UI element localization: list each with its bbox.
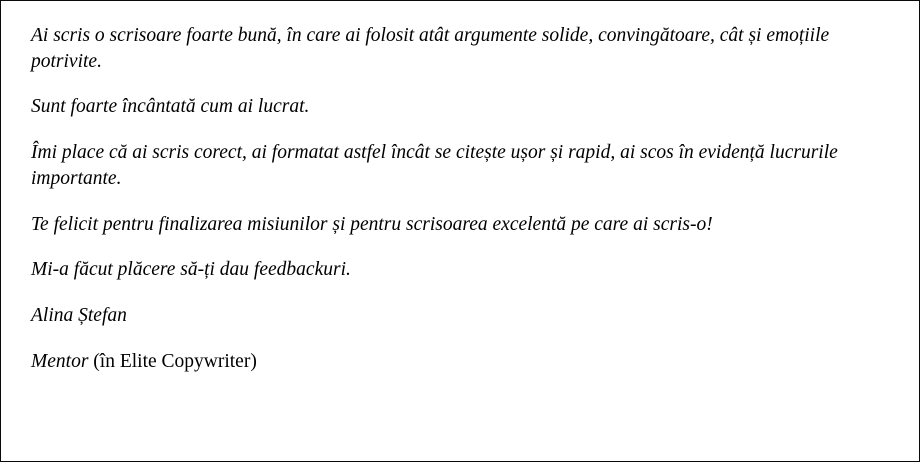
signature-role — [31, 349, 885, 375]
paragraph-4: Te felicit pentru finalizarea misiunilor și pentru scrisoarea excelentă pe care ai scris-o! — [31, 213, 713, 235]
paragraph-1: Ai scris o scrisoare foarte bună, în care ai folosit atât argumente solide, convingătoare, cât și emoțiile potrivite. — [31, 25, 830, 72]
document-body — [31, 23, 885, 375]
signature-role-org: (în Elite Copywriter) — [88, 350, 257, 372]
signature-name: Alina Ștefan — [31, 305, 127, 327]
paragraph-5: Mi-a făcut plăcere să-ți dau feedbackuri. — [31, 259, 351, 281]
signature-role-name: Mentor — [31, 350, 89, 372]
paragraph-2: Sunt foarte încântată cum ai lucrat. — [31, 96, 310, 118]
paragraph-3: Îmi place că ai scris corect, ai formatat astfel încât se citește ușor și rapid, ai scos în evidență lucrurile importante. — [31, 142, 838, 189]
